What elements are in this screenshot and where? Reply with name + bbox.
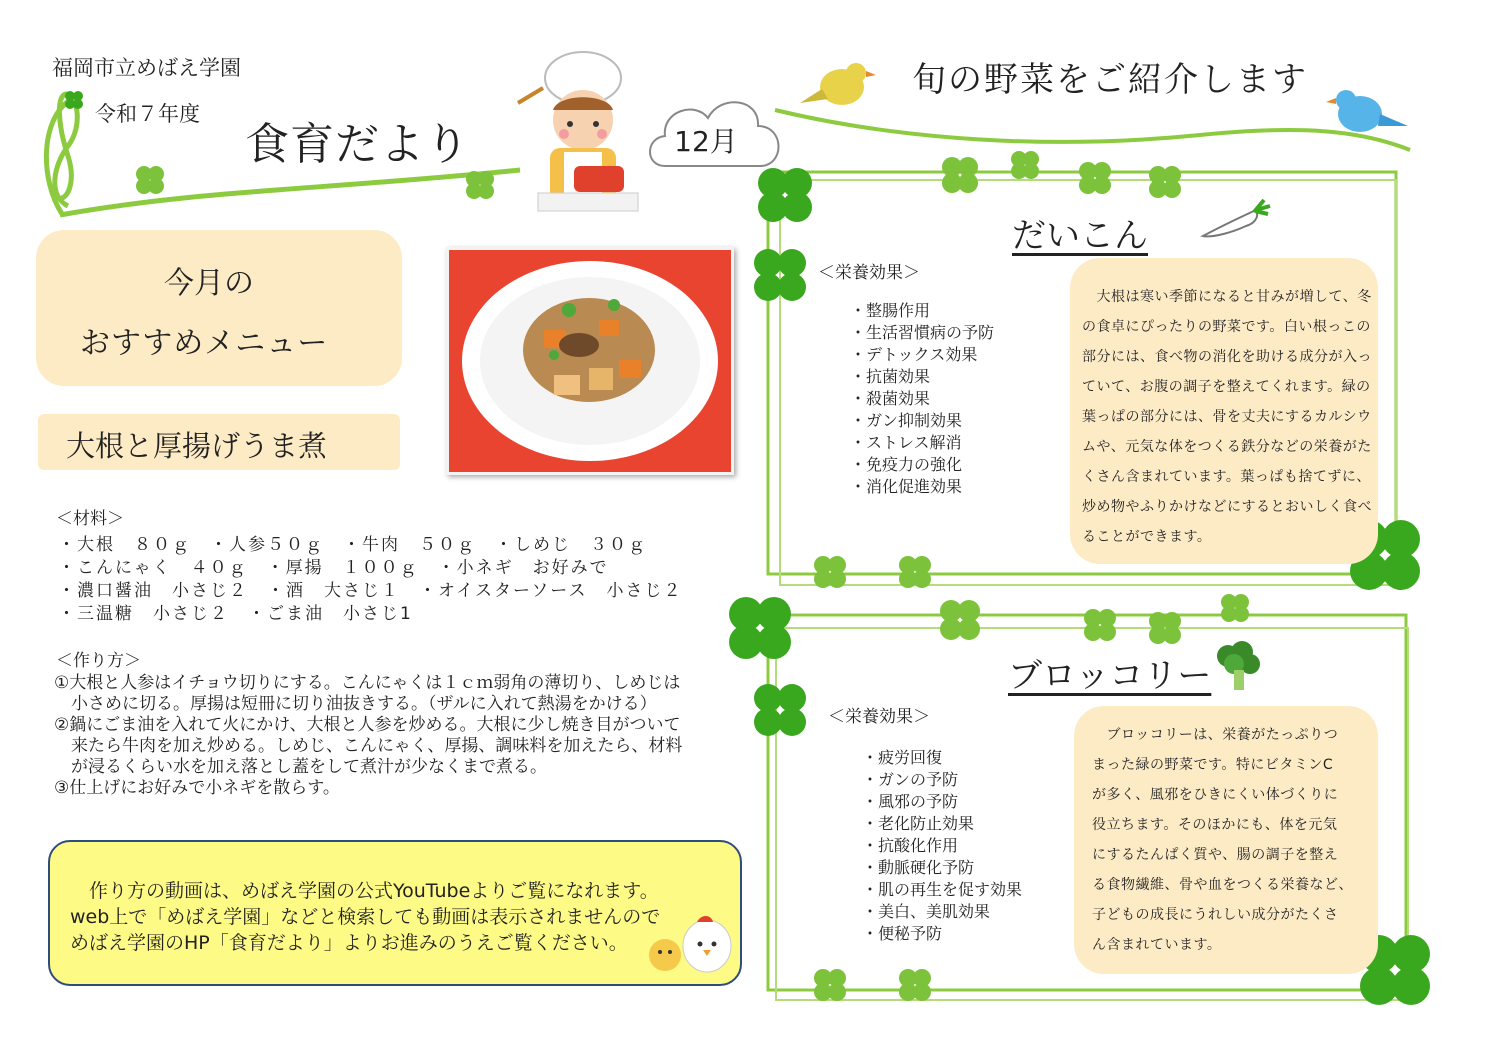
description-line: ることができます。 (1082, 529, 1212, 545)
clover-icon (1011, 151, 1039, 179)
step-line: ①大根と人参はイチョウ切りにする。こんにゃくは１ｃｍ弱角の薄切り、しめじは (54, 673, 681, 693)
nutrition-item: ・ガンの予防 (862, 770, 959, 789)
clover-icon (1221, 594, 1249, 622)
description-line: 部分には、食べ物の消化を助ける成分が入っ (1082, 349, 1372, 365)
ingredient-line: ・こんにゃく ４０ｇ ・厚揚 １００ｇ ・小ネギ お好みで (58, 558, 609, 578)
nutrition-item: ・老化防止効果 (862, 814, 975, 833)
description-line: る食物繊維、骨や血をつくる栄養など、 (1092, 877, 1353, 893)
nutrition-item: ・デトックス効果 (850, 345, 978, 364)
broccoli-title: ブロッコリー (1008, 656, 1212, 696)
description-line: ムや、元気な体をつくる鉄分などの栄養がた (1082, 439, 1372, 455)
ingredient-line: ・濃口醤油 小さじ２ ・酒 大さじ１ ・オイスターソース 小さじ２ (58, 581, 683, 601)
description-line: 役立ちます。そのほかにも、体を元気 (1092, 817, 1338, 833)
clover-icon (814, 969, 846, 1001)
clover-icon (899, 969, 931, 1001)
ingredients-heading: ＜材料＞ (56, 509, 124, 529)
steps-heading: ＜作り方＞ (56, 651, 141, 671)
treble-clef-icon (38, 86, 98, 216)
nutrition-item: ・ストレス解消 (850, 433, 962, 452)
chef-illustration (498, 48, 658, 213)
description-line: 子どもの成長にうれしい成分がたくさ (1092, 907, 1339, 923)
clover-icon (899, 556, 931, 588)
broccoli-icon (1212, 640, 1264, 692)
nutrition-item: ・美白、美肌効果 (862, 902, 991, 921)
nutrition-item: ・生活習慣病の予防 (850, 323, 995, 342)
clover-icon (1149, 166, 1181, 198)
clover-icon (1149, 612, 1181, 644)
nutrition-item: ・便秘予防 (862, 924, 943, 943)
daikon-title: だいこん (1012, 216, 1148, 256)
blue-bird-icon (1320, 82, 1410, 142)
month-label: 12月 (674, 125, 738, 158)
clover-icon (942, 157, 978, 193)
clover-icon (1084, 609, 1116, 641)
recommended-heading-line1: 今月の (164, 266, 254, 301)
clover-icon (729, 597, 791, 659)
description-line: まった緑の野菜です。特にビタミンC (1092, 757, 1334, 773)
nutrition-item: ・免疫力の強化 (850, 455, 963, 474)
chicks-illustration (645, 910, 735, 975)
ingredient-line: ・大根 ８０ｇ ・人参５０ｇ ・牛肉 ５０ｇ ・しめじ ３０ｇ (58, 535, 647, 555)
daikon-icon (1198, 198, 1273, 243)
description-line: くさん含まれています。葉っぱも捨てずに、 (1082, 469, 1371, 485)
clover-icon (1079, 162, 1111, 194)
nutrition-item: ・風邪の予防 (862, 792, 959, 811)
notice-line: 作り方の動画は、めばえ学園の公式YouTubeよりご覧になれます。 (70, 880, 659, 902)
yellow-bird-icon (800, 55, 880, 115)
clover-icon (940, 600, 980, 640)
clover-icon (754, 684, 806, 736)
description-line: ブロッコリーは、栄養がたっぷりつ (1092, 727, 1339, 743)
nutrition-item: ・ガン抑制効果 (850, 411, 963, 430)
description-line: ていて、お腹の調子を整えてくれます。緑の (1082, 379, 1371, 395)
nutrition-item: ・整腸作用 (850, 301, 931, 320)
recommended-heading-line2: おすすめメニュー (80, 326, 329, 361)
broccoli-nutrition-heading: ＜栄養効果＞ (828, 707, 930, 727)
nutrition-item: ・抗酸化作用 (862, 836, 959, 855)
description-line: の食卓にぴったりの野菜です。白い根っこの (1082, 319, 1371, 335)
dish-name: 大根と厚揚げうま煮 (66, 429, 328, 463)
nutrition-item: ・殺菌効果 (850, 389, 931, 408)
clover-icon (466, 171, 494, 199)
school-year: 令和７年度 (95, 102, 200, 126)
nutrition-item: ・消化促進効果 (850, 477, 963, 496)
newsletter-title: 食育だより (245, 119, 470, 170)
description-line: にするたんぱく質や、腸の調子を整え (1092, 847, 1339, 863)
description-line: 炒め物やふりかけなどにするとおいしく食べ (1082, 499, 1372, 515)
school-name: 福岡市立めばえ学園 (52, 56, 241, 80)
daikon-nutrition-heading: ＜栄養効果＞ (818, 263, 920, 283)
clover-icon (814, 556, 846, 588)
notice-line: めばえ学園のHP「食育だより」よりお進みのうえご覧ください。 (70, 932, 628, 954)
nutrition-item: ・抗菌効果 (850, 367, 931, 386)
vegetable-section-heading: 旬の野菜をご紹介します (912, 60, 1308, 100)
step-line: 来たら牛肉を加え炒める。しめじ、こんにゃく、厚揚、調味料を加えたら、材料 (54, 736, 683, 756)
description-line: 葉っぱの部分には、骨を丈夫にするカルシウ (1082, 409, 1372, 425)
step-line: が浸るくらい水を加え落とし蓋をして煮汁が少なくまで煮る。 (54, 757, 547, 777)
dish-photo (446, 247, 734, 475)
step-line: ③仕上げにお好みで小ネギを散らす。 (54, 778, 340, 798)
nutrition-item: ・疲労回復 (862, 748, 943, 767)
recommended-menu-box (36, 230, 402, 386)
notice-line: web上で「めばえ学園」などと検索しても動画は表示されませんので (70, 906, 661, 928)
nutrition-item: ・肌の再生を促す効果 (862, 880, 1023, 899)
ingredient-line: ・三温糖 小さじ２ ・ごま油 小さじ1 (58, 604, 413, 624)
step-line: ②鍋にごま油を入れて火にかけ、大根と人参を炒める。大根に少し焼き目がついて (54, 715, 681, 735)
nutrition-item: ・動脈硬化予防 (862, 858, 975, 877)
description-line: ん含まれています。 (1092, 937, 1222, 953)
description-line: 大根は寒い季節になると甘みが増して、冬 (1082, 289, 1372, 305)
step-line: 小さめに切る。厚揚は短冊に切り油抜きする。（ザルに入れて熱湯をかける） (54, 694, 657, 714)
description-line: が多く、風邪をひきにくい体づくりに (1092, 787, 1339, 803)
clover-icon (754, 249, 806, 301)
clover-icon (136, 166, 164, 194)
